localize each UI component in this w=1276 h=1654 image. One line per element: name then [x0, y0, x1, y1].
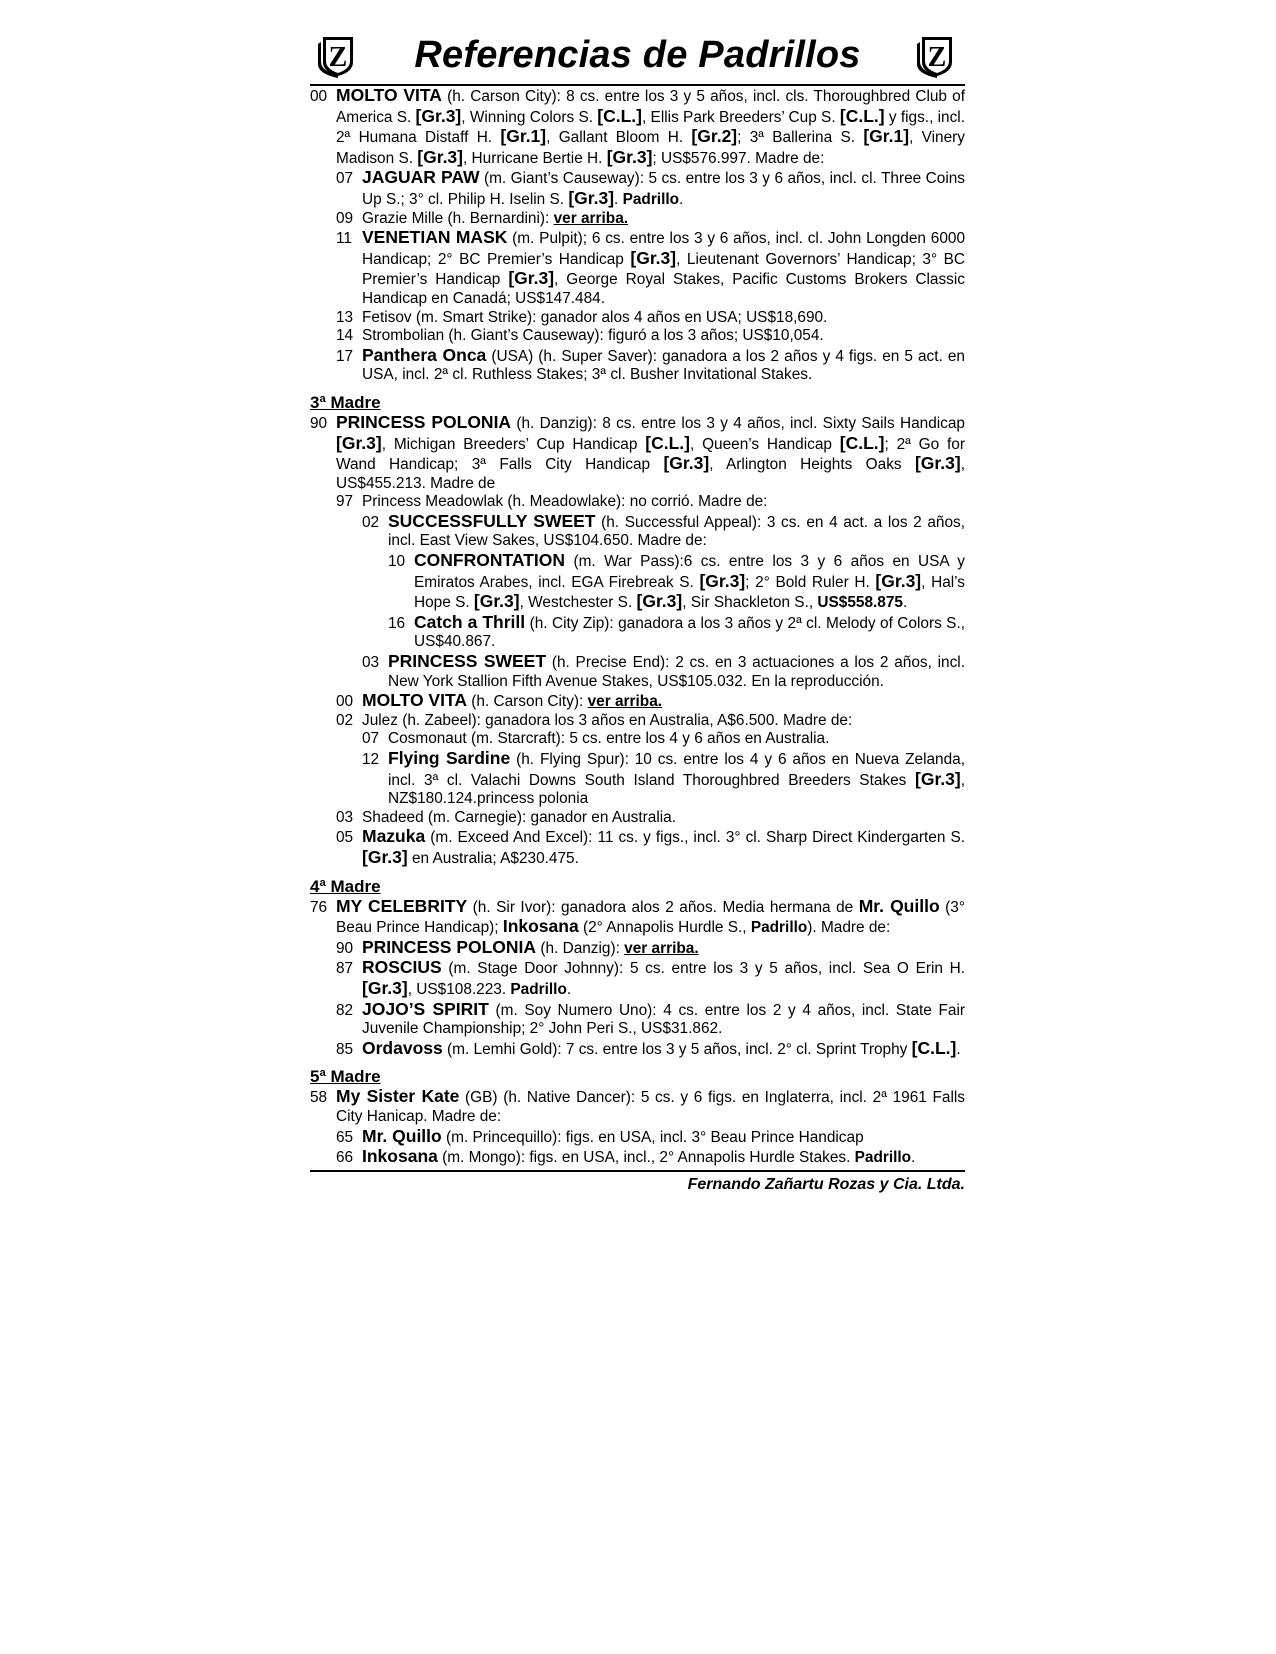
see-above-link: ver arriba. — [553, 209, 629, 227]
horse-name: VENETIAN MASK — [362, 227, 508, 248]
race-grade: [Gr.1] — [863, 126, 910, 147]
entry-text: (2° Annapolis Hurdle S., — [578, 919, 751, 937]
horse-name: Flying Sardine — [388, 748, 511, 768]
entry-text: Shadeed (m. Carnegie): ganador en Australia. — [362, 808, 676, 826]
race-grade: [C.L.] — [839, 432, 885, 453]
horse-name: Catch a Thrill — [414, 611, 526, 632]
entry-text: . — [566, 980, 572, 998]
logo-right — [914, 34, 960, 78]
pedigree-entry — [362, 512, 965, 551]
horse-name: JAGUAR PAW — [362, 167, 480, 188]
pedigree-entry — [336, 493, 965, 512]
entry-text: , US$108.223. — [407, 980, 511, 998]
page-title: Referencias de Padrillos — [414, 34, 861, 76]
section-heading: 4ª Madre — [310, 876, 381, 896]
horse-name: My Sister Kate — [336, 1086, 460, 1107]
race-grade: [Gr.3] — [336, 432, 382, 453]
horse-name: Mr. Quillo — [362, 1125, 442, 1146]
pedigree-entry — [336, 827, 965, 868]
entry-text: , Vinery Madison S. — [336, 129, 965, 167]
entry-text: (m. Princequillo): figs. en USA, incl. 3° Beau Prince Handicap — [441, 1128, 864, 1146]
bold-text: Padrillo — [510, 980, 567, 998]
entry-text: ; 2° Bold Ruler H. — [745, 573, 876, 591]
race-grade: [Gr.3] — [568, 187, 615, 208]
entry-text: (h. Sir Ivor): ganadora alos 2 años. Media hermana de — [467, 898, 859, 916]
pedigree-entry — [336, 712, 965, 731]
horse-name: SUCCESSFULLY SWEET — [388, 510, 596, 531]
entry-year: 14 — [336, 327, 354, 345]
entry-year: 09 — [336, 209, 354, 227]
entry-text: ). Madre de: — [807, 919, 891, 937]
entry-text: (m. Exceed And Excel): 11 cs. y figs., incl. 3° cl. Sharp Direct Kindergarten S. — [425, 829, 965, 847]
race-grade: [Gr.2] — [691, 126, 738, 147]
entry-text: , NZ$180.124.princess polonia — [388, 771, 965, 808]
pedigree-entry — [336, 691, 965, 712]
race-grade: [Gr.3] — [699, 570, 746, 591]
entry-year: 13 — [336, 308, 354, 326]
horse-name: MY CELEBRITY — [336, 895, 468, 916]
race-grade: [C.L.] — [911, 1037, 957, 1058]
entry-text: Cosmonaut (m. Starcraft): 5 cs. entre los 4 y 6 años en Australia. — [388, 730, 830, 748]
entry-text: (m. Lemhi Gold): 7 cs. entre los 3 y 5 años, incl. 2° cl. Sprint Trophy — [442, 1040, 912, 1058]
horse-name: JOJO’S SPIRIT — [362, 998, 489, 1019]
entry-text: , Ellis Park Breeders’ Cup S. — [642, 108, 840, 126]
entry-year: 07 — [336, 170, 354, 188]
entry-text: (m. Stage Door Johnny): 5 cs. entre los 3 y 5 años, incl. Sea O Erin H. — [441, 960, 965, 978]
entry-text: (m. Soy Numero Uno): 4 cs. entre los 2 y 4 años, incl. State Fair Juvenile Championship; 2° John Peri S., US$31.862. — [362, 1001, 965, 1038]
entry-text: , Winning Colors S. — [461, 108, 598, 126]
pedigree-entry — [310, 86, 965, 168]
entry-text: (h. Carson City): 8 cs. entre los 3 y 5 años, incl. cls. Thoroughbred Club of America S. — [336, 88, 965, 126]
pedigree-entry — [310, 897, 965, 938]
race-grade: [Gr.1] — [500, 126, 547, 147]
document-page — [310, 30, 965, 1194]
entry-text: (m. Pulpit); 6 cs. entre los 3 y 6 años, incl. cl. John Longden 6000 Handicap; 2° BC Premier’s Handicap — [362, 230, 966, 268]
horse-name: ROSCIUS — [362, 957, 442, 978]
entry-text: Grazie Mille (h. Bernardini): — [362, 209, 554, 227]
entry-text: ; US$576.997. Madre de: — [652, 149, 825, 167]
entry-text: . — [956, 1040, 961, 1058]
entry-text: , Westchester S. — [519, 594, 637, 612]
pedigree-entry — [336, 210, 965, 229]
svg-text:Z: Z — [927, 42, 947, 73]
entry-text: ; 3ª Ballerina S. — [737, 129, 864, 147]
pedigree-entry — [310, 413, 965, 493]
z-shield-icon — [914, 34, 960, 78]
entry-text: (m. Mongo): figs. en USA, incl., 2° Annapolis Hurdle Stakes. — [437, 1149, 855, 1167]
pedigree-entry — [336, 809, 965, 828]
pedigree-entry — [362, 730, 965, 749]
pedigree-entry — [388, 551, 965, 613]
entry-year: 82 — [336, 1001, 354, 1019]
horse-name: Ordavoss — [362, 1037, 443, 1058]
horse-name: PRINCESS SWEET — [388, 651, 547, 672]
entry-year: 17 — [336, 347, 354, 365]
entry-text: . — [902, 594, 908, 612]
entry-text: Fetisov (m. Smart Strike): ganador alos 4 años en USA; US$18,690. — [362, 308, 828, 326]
pedigree-entry — [336, 1039, 965, 1060]
race-grade: [C.L.] — [645, 432, 690, 453]
pedigree-entry — [336, 1147, 965, 1168]
pedigree-entry — [336, 309, 965, 328]
entry-text: (h. Carson City): — [467, 693, 588, 711]
pedigree-entry — [336, 327, 965, 346]
entry-text: Julez (h. Zabeel): ganadora los 3 años en Australia, A$6.500. Madre de: — [362, 711, 853, 729]
pedigree-body — [310, 86, 965, 1168]
entry-text: (h. City Zip): ganadora a los 3 años y 2ª cl. Melody of Colors S., US$40.867. — [414, 614, 965, 651]
entry-text: (h. Precise End): 2 cs. en 3 actuaciones a los 2 años, incl. New York Stallion Fifth Avenue Stakes, US$105.032. En la reproducción. — [388, 654, 965, 690]
horse-name: PRINCESS POLONIA — [336, 411, 512, 432]
entry-text: (h. Danzig): 8 cs. entre los 3 y 4 años, incl. Sixty Sails Handicap — [511, 414, 965, 432]
pedigree-entry — [336, 1127, 965, 1148]
entry-year: 76 — [310, 898, 328, 916]
section-heading: 5ª Madre — [310, 1067, 381, 1087]
entry-text: (m. War Pass):6 cs. entre los 3 y 6 años en USA y Emiratos Arabes, incl. EGA Firebreak S. — [414, 553, 965, 591]
entry-text: , Arlington Heights Oaks — [709, 456, 915, 474]
entry-year: 05 — [336, 829, 354, 847]
pedigree-entry — [336, 228, 965, 308]
entry-year: 90 — [336, 939, 354, 957]
entry-year: 16 — [388, 614, 406, 632]
race-grade: [Gr.3] — [473, 591, 520, 612]
entry-text: . — [911, 1149, 916, 1167]
see-above-link: ver arriba. — [624, 939, 699, 957]
entry-year: 02 — [362, 513, 380, 531]
horse-name: PRINCESS POLONIA — [362, 936, 537, 957]
horse-name: Inkosana — [362, 1146, 438, 1167]
horse-name: Panthera Onca — [362, 344, 487, 365]
horse-name: Mazuka — [362, 826, 426, 847]
entry-year: 00 — [336, 693, 354, 711]
entry-text: , Michigan Breeders’ Cup Handicap — [381, 435, 646, 453]
entry-text: (h. Successful Appeal): 3 cs. en 4 act. a los 2 años, incl. East View Sakes, US$104.650. Madre de: — [388, 513, 965, 550]
entry-text: Princess Meadowlak (h. Meadowlake): no corrió. Madre de: — [362, 493, 768, 511]
svg-text:Z: Z — [328, 42, 348, 73]
entry-text: Strombolian (h. Giant’s Causeway): figuró a los 3 años; US$10,054. — [362, 327, 824, 345]
horse-name: Inkosana — [502, 916, 579, 937]
entry-text: , Sir Shackleton S., — [682, 594, 818, 612]
entry-text: (3° Beau Prince Handicap); — [336, 898, 965, 937]
entry-text: , US$455.213. Madre de — [336, 456, 965, 492]
horse-name: MOLTO VITA — [362, 690, 467, 711]
entry-year: 58 — [310, 1089, 328, 1107]
entry-text: (h. Danzig): — [536, 939, 625, 957]
race-grade: [Gr.3] — [415, 105, 462, 126]
entry-year: 03 — [336, 808, 354, 826]
horse-name: MOLTO VITA — [336, 85, 442, 105]
page-header — [310, 30, 965, 86]
race-grade: [Gr.3] — [362, 846, 408, 867]
entry-year: 02 — [336, 711, 354, 729]
entry-text: (h. Flying Spur): 10 cs. entre los 4 y 6 años en Nueva Zelanda, incl. 3ª cl. Valachi Downs South Island Thoroughbred Breeders Stakes — [388, 751, 966, 789]
entry-text: (USA) (h. Super Saver): ganadora a los 2 años y 4 figs. en 5 act. en USA, incl. 2ª cl. Ruthless Stakes; 3ª cl. Busher Invitational Stakes. — [362, 347, 965, 384]
entry-year: 66 — [336, 1149, 354, 1167]
race-grade: [Gr.3] — [636, 591, 683, 612]
footer-company: Fernando Zañartu Rozas y Cia. Ltda. — [310, 1170, 965, 1194]
race-grade: [Gr.3] — [663, 453, 710, 474]
entry-year: 65 — [336, 1128, 354, 1146]
pedigree-entry — [362, 749, 965, 809]
race-grade: [Gr.3] — [630, 247, 677, 268]
section-heading: 3ª Madre — [310, 392, 381, 412]
entry-year: 97 — [336, 493, 354, 511]
race-grade: [Gr.3] — [915, 768, 961, 789]
entry-year: 85 — [336, 1040, 354, 1058]
entry-text: , Hurricane Bertie H. — [463, 149, 607, 167]
entry-text: ; 2ª Go for Wand Handicap; 3ª Falls City Handicap — [336, 435, 965, 474]
pedigree-entry — [388, 613, 965, 652]
race-grade: [Gr.3] — [875, 570, 922, 591]
bold-text: US$558.875 — [817, 594, 903, 612]
entry-year: 90 — [310, 414, 328, 432]
entry-text: . — [614, 190, 623, 208]
entry-year: 12 — [362, 751, 380, 768]
entry-text: , George Royal Stakes, Pacific Customs Brokers Classic Handicap en Canadá; US$147.484. — [362, 271, 965, 307]
entry-text: . — [679, 190, 684, 208]
entry-text: , Gallant Bloom H. — [546, 129, 692, 147]
horse-name: CONFRONTATION — [414, 550, 565, 571]
horse-name: Mr. Quillo — [858, 895, 940, 916]
pedigree-entry — [336, 346, 965, 385]
race-grade: [C.L.] — [839, 105, 885, 126]
entry-year: 07 — [362, 730, 380, 748]
race-grade: [Gr.3] — [508, 268, 555, 289]
entry-text: (GB) (h. Native Dancer): 5 cs. y 6 figs. en Inglaterra, incl. 2ª 1961 Falls City Hanicap. Madre de: — [336, 1089, 965, 1125]
bold-text: Padrillo — [622, 190, 680, 208]
entry-year: 11 — [336, 230, 352, 248]
entry-text: , Lieutenant Governors’ Handicap; 3° BC Premier’s Handicap — [362, 250, 966, 289]
race-grade: [Gr.3] — [914, 453, 961, 474]
race-grade: [Gr.3] — [417, 146, 463, 167]
entry-text: , Hal’s Hope S. — [414, 573, 966, 612]
pedigree-entry — [336, 1000, 965, 1039]
entry-text: , Queen’s Handicap — [689, 435, 840, 453]
entry-year: 00 — [310, 88, 328, 105]
entry-year: 87 — [336, 960, 354, 978]
race-grade: [Gr.3] — [362, 977, 408, 998]
pedigree-entry — [310, 1087, 965, 1126]
entry-year: 03 — [362, 654, 380, 672]
pedigree-entry — [336, 958, 965, 999]
entry-text: (m. Giant’s Causeway): 5 cs. entre los 3 y 6 años, incl. cl. Three Coins Up S.; 3° cl. Philip H. Iselin S. — [362, 170, 965, 208]
bold-text: Padrillo — [750, 919, 808, 937]
entry-text: en Australia; A$230.475. — [407, 849, 579, 867]
bold-text: Padrillo — [854, 1149, 912, 1167]
pedigree-entry — [362, 652, 965, 691]
see-above-link: ver arriba. — [587, 693, 663, 711]
race-grade: [C.L.] — [597, 105, 642, 126]
pedigree-entry — [336, 168, 965, 209]
pedigree-entry — [336, 938, 965, 959]
entry-year: 10 — [388, 553, 406, 571]
race-grade: [Gr.3] — [606, 146, 653, 167]
entry-text: y figs., incl. 2ª Humana Distaff H. — [336, 108, 965, 147]
